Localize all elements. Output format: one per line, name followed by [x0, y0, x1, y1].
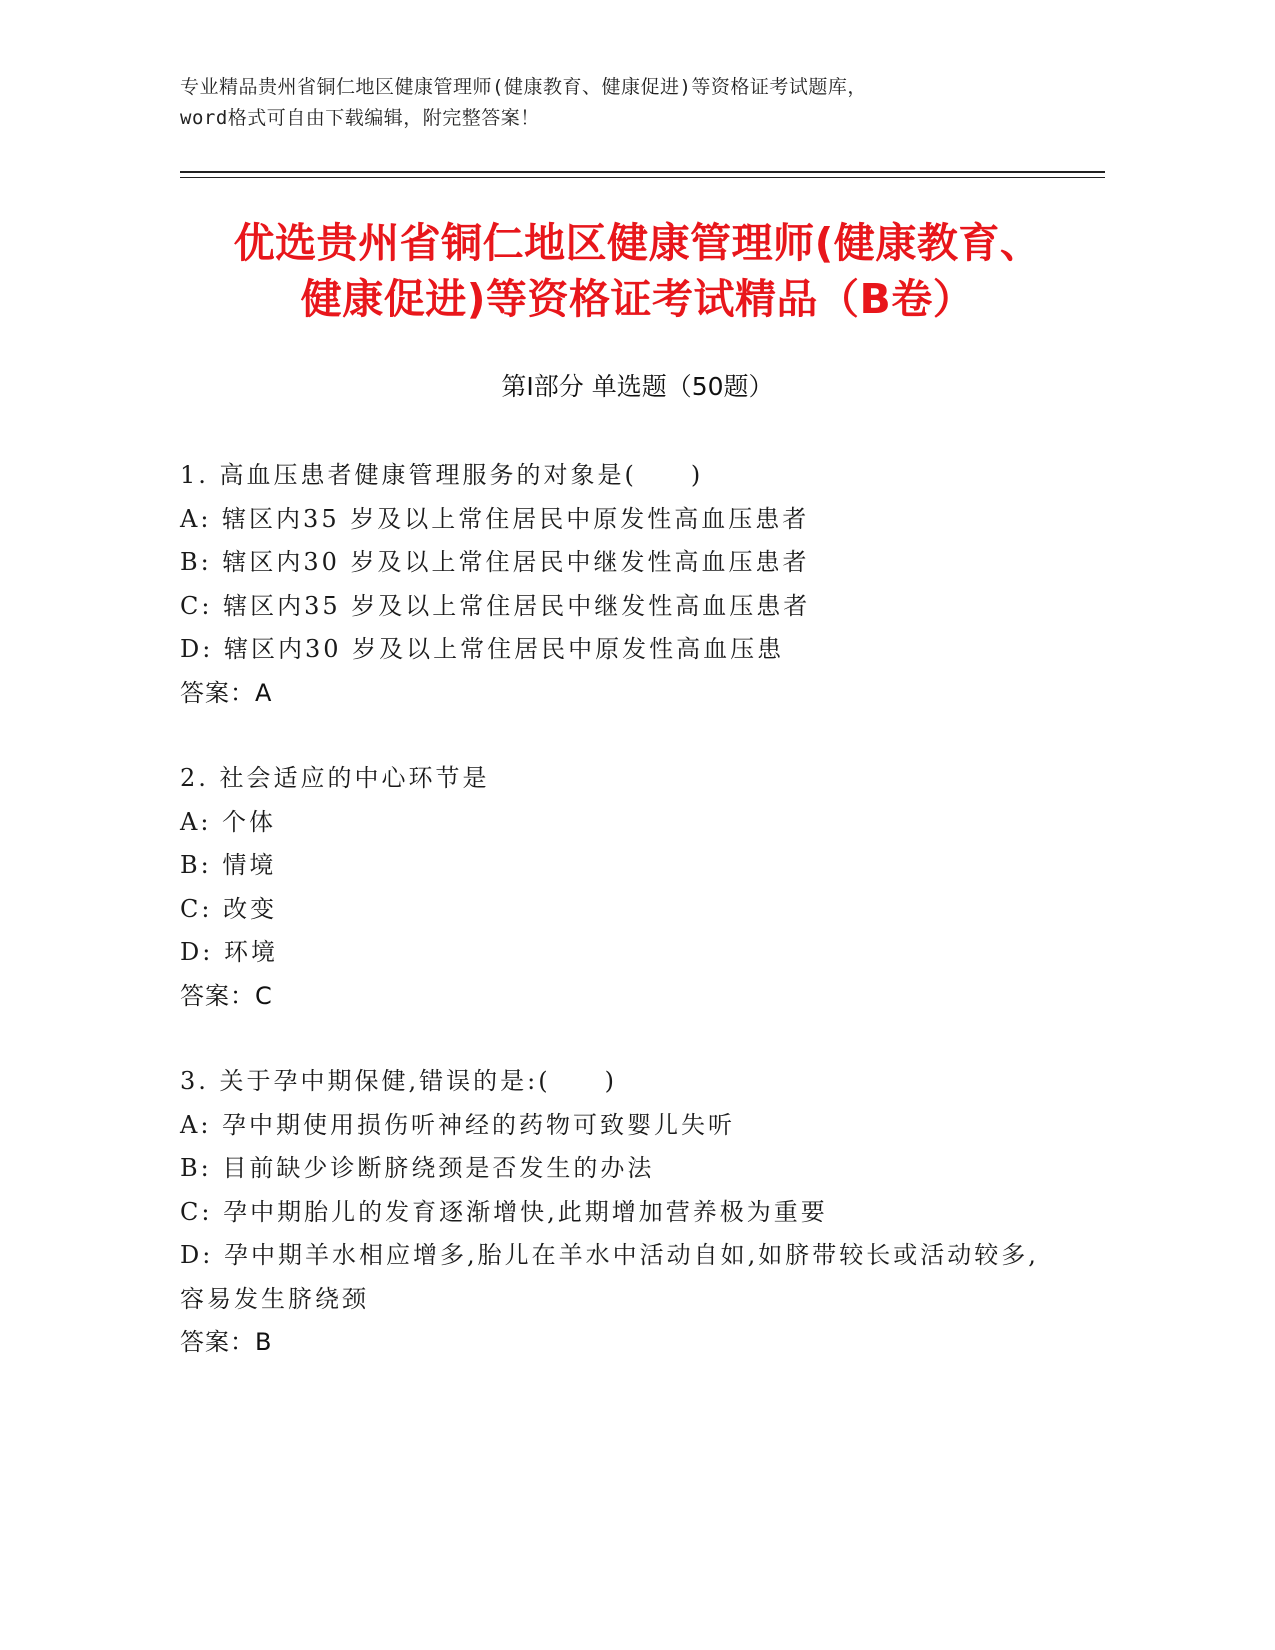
option-a: A: 个体	[180, 807, 277, 836]
option-a: A: 辖区内35 岁及以上常住居民中原发性高血压患者	[180, 504, 810, 533]
option-a: A: 孕中期使用损伤听神经的药物可致婴儿失听	[180, 1110, 736, 1139]
option-c: C: 辖区内35 岁及以上常住居民中继发性高血压患者	[180, 591, 811, 620]
option-d: D: 孕中期羊水相应增多,胎儿在羊水中活动自如,如脐带较长或活动较多,容易发生脐绕颈	[180, 1241, 1039, 1313]
document-title-line-1: 优选贵州省铜仁地区健康管理师(健康教育、	[233, 219, 1042, 267]
question-3	[180, 1060, 1040, 1365]
option-b: B: 目前缺少诊断脐绕颈是否发生的办法	[180, 1154, 655, 1182]
question-2	[180, 757, 1040, 1018]
question-stem: 1. 高血压患者健康管理服务的对象是( )	[180, 461, 704, 489]
option-d: D: 辖区内30 岁及以上常住居民中原发性高血压患	[180, 635, 785, 663]
answer: 答案：C	[180, 981, 273, 1010]
option-c: C: 孕中期胎儿的发育逐渐增快,此期增加营养极为重要	[180, 1197, 828, 1226]
header-note-line-2: word格式可自由下载编辑，附完整答案！	[180, 107, 540, 129]
question-1	[180, 454, 1040, 715]
document-title	[0, 215, 1275, 327]
option-b: B: 辖区内30 岁及以上常住居民中继发性高血压患者	[180, 548, 810, 576]
document-title-line-2: 健康促进)等资格证考试精品（B卷）	[300, 275, 975, 323]
answer: 答案：A	[180, 678, 273, 707]
header-divider-thin	[180, 177, 1105, 178]
option-b: B: 情境	[180, 851, 277, 879]
question-list	[180, 454, 1040, 1407]
answer: 答案：B	[180, 1328, 273, 1356]
header-divider-thick	[180, 171, 1105, 173]
header-note	[180, 72, 1100, 134]
option-d: D: 环境	[180, 938, 278, 966]
header-note-line-1: 专业精品贵州省铜仁地区健康管理师(健康教育、健康促进)等资格证考试题库，	[180, 76, 867, 98]
option-c: C: 改变	[180, 894, 278, 923]
question-stem: 3. 关于孕中期保健,错误的是:( )	[180, 1067, 617, 1095]
question-stem: 2. 社会适应的中心环节是	[180, 764, 490, 792]
section-title: 第Ⅰ部分 单选题（50题）	[501, 372, 774, 401]
